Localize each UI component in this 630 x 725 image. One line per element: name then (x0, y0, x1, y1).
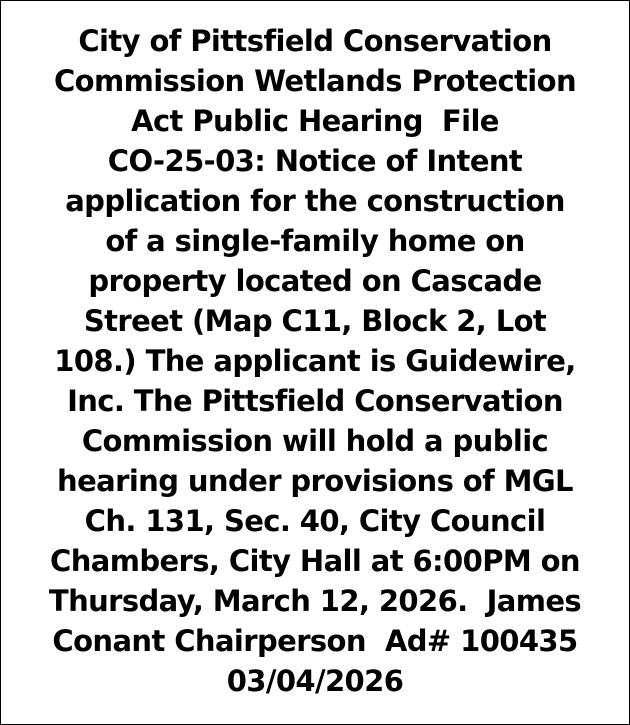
notice-line: City of Pittsfield Conservation (78, 24, 552, 58)
notice-line: application for the construction (65, 184, 565, 218)
notice-line: of a single-family home on (105, 224, 525, 258)
notice-line: Thursday, March 12, 2026. James (48, 584, 582, 618)
notice-date: 03/04/2026 (226, 664, 404, 698)
notice-body (11, 21, 619, 701)
notice-line: hearing under provisions of MGL (57, 464, 573, 498)
notice-line: CO-25-03: Notice of Intent (107, 144, 523, 178)
notice-line: 108.) The applicant is Guidewire, (54, 344, 576, 378)
notice-line: Ch. 131, Sec. 40, City Council (84, 504, 546, 538)
notice-line: Conant Chairperson Ad# 100435 (52, 624, 578, 658)
notice-line: Street (Map C11, Block 2, Lot (83, 304, 547, 338)
notice-line: Commission will hold a public (81, 424, 549, 458)
notice-line: property located on Cascade (88, 264, 542, 298)
notice-line: Chambers, City Hall at 6:00PM on (50, 544, 580, 578)
notice-line: Act Public Hearing File (131, 104, 499, 138)
notice-line: Commission Wetlands Protection (53, 64, 577, 98)
notice-line: Inc. The Pittsfield Conservation (67, 384, 563, 418)
